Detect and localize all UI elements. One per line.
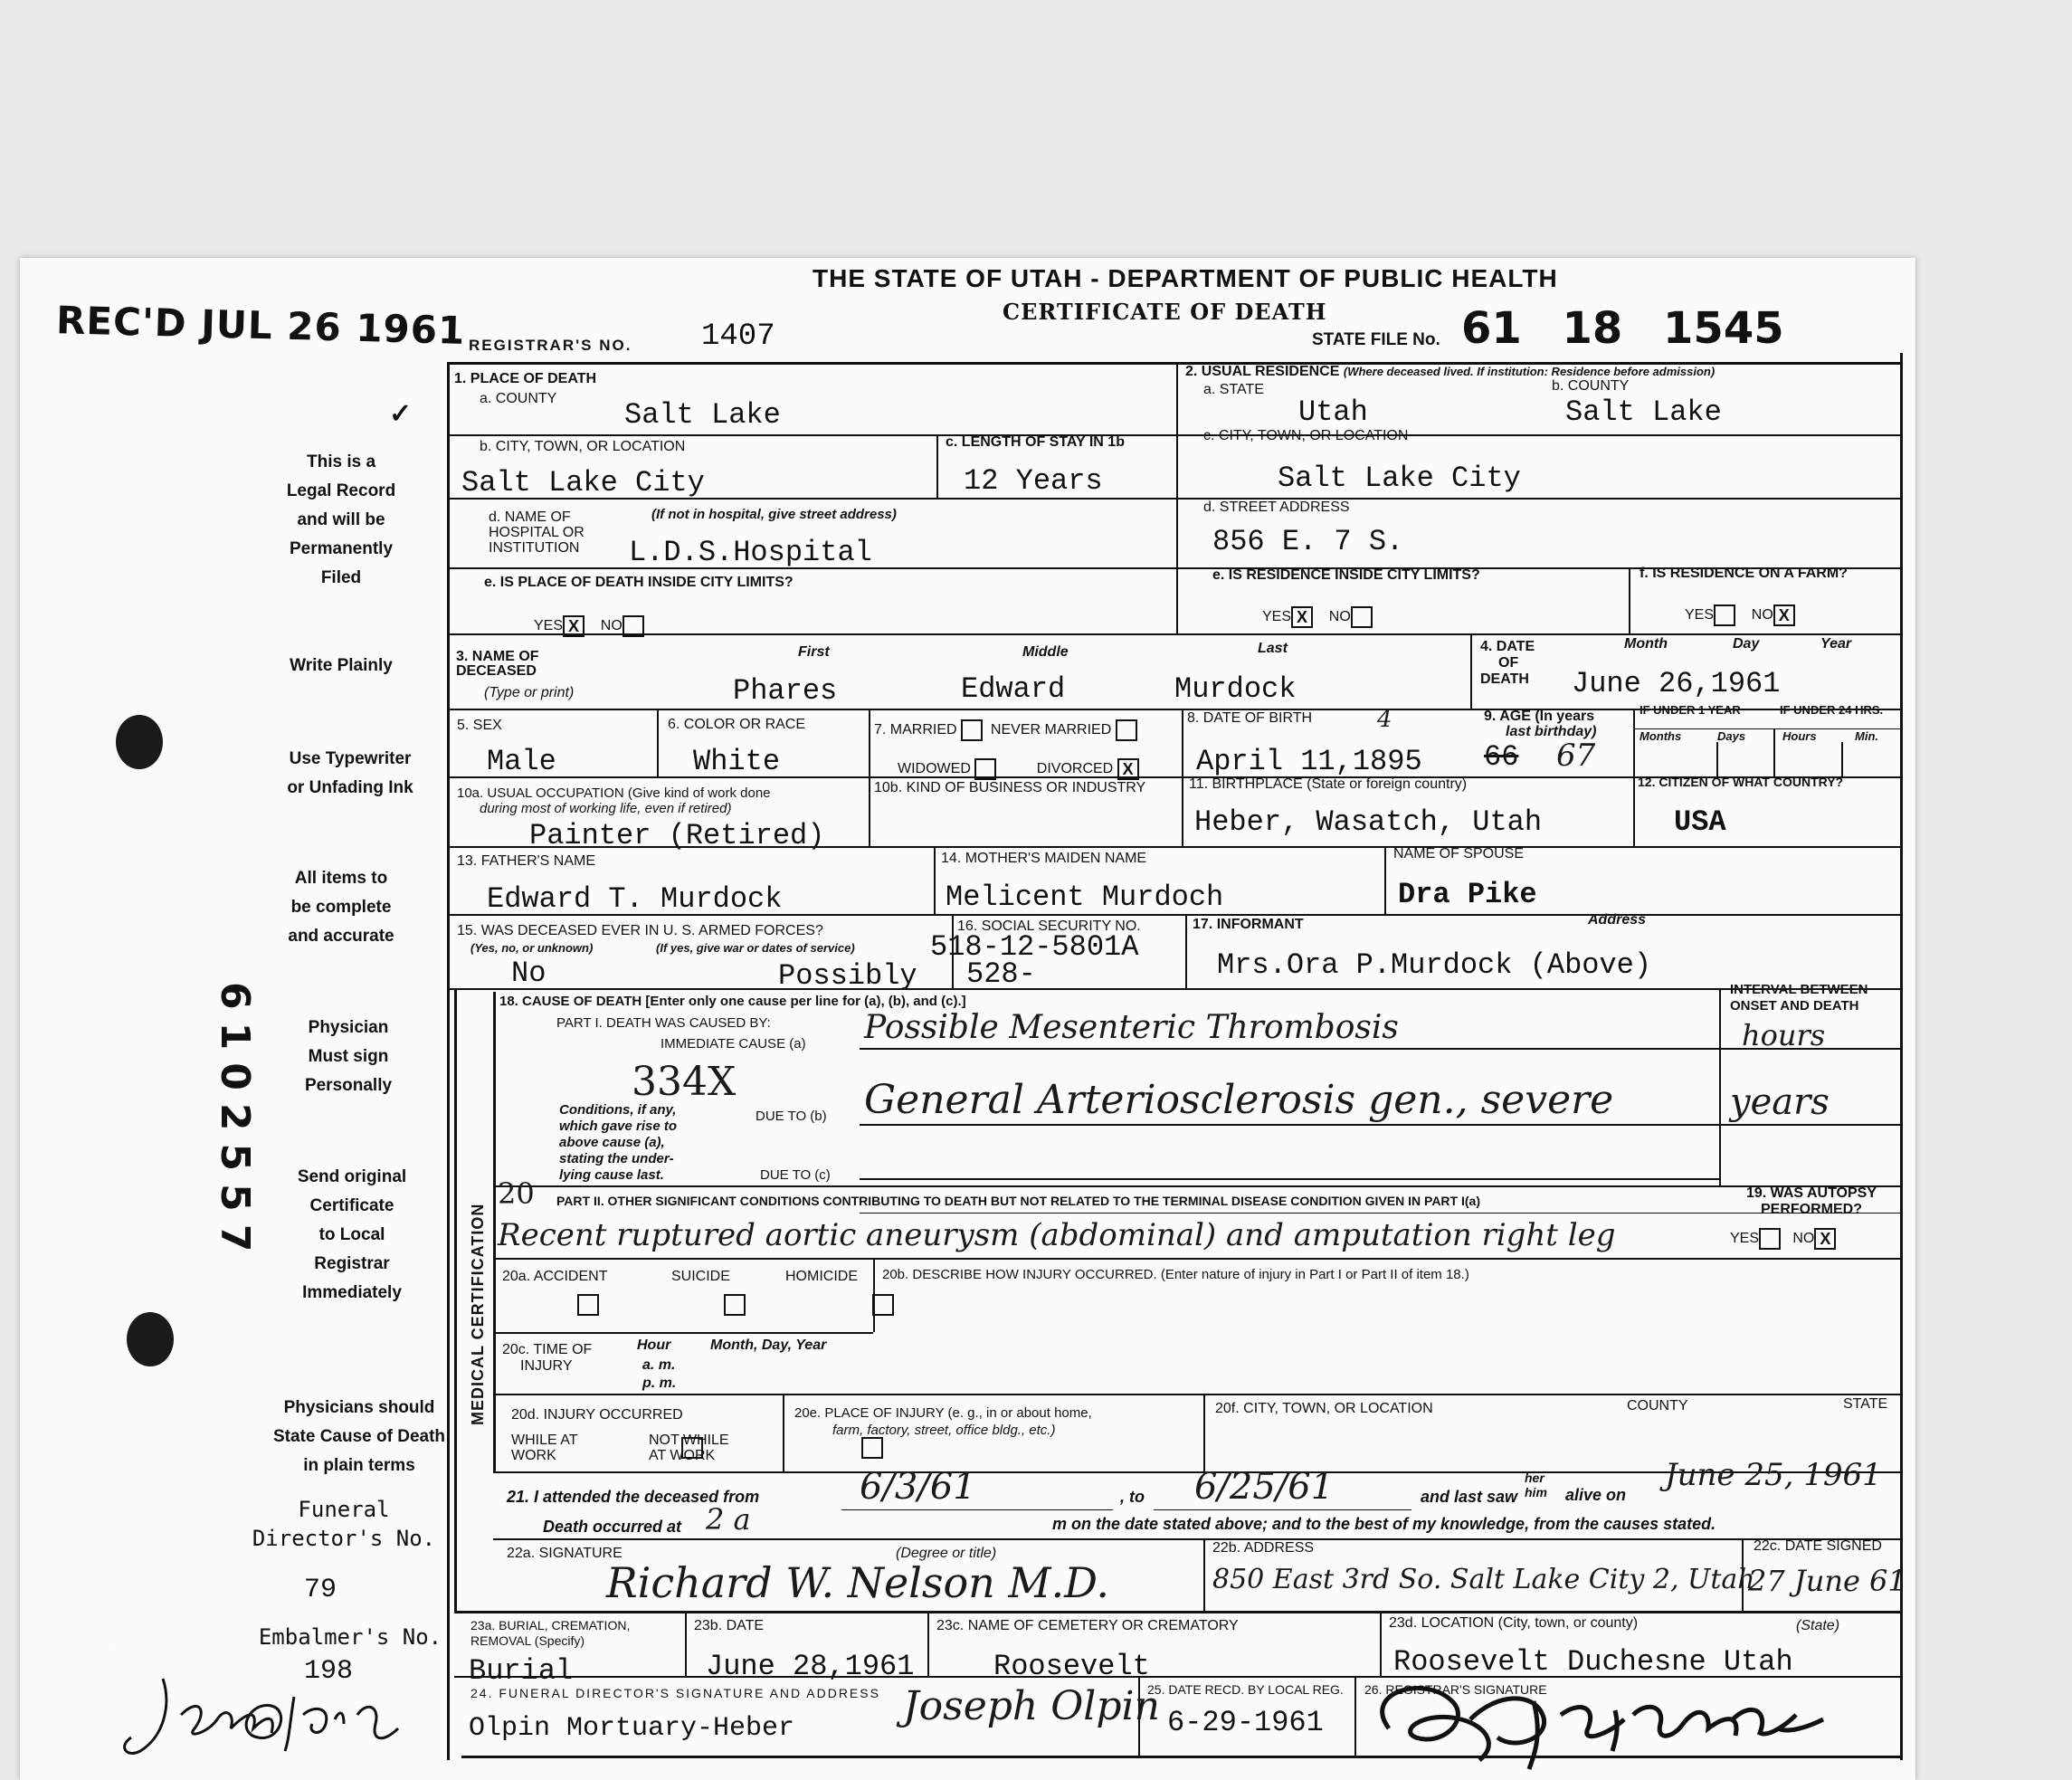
mother-label: 14. MOTHER'S MAIDEN NAME <box>941 851 1147 866</box>
injury-occurred-label: 20d. INJURY OCCURRED <box>511 1407 683 1423</box>
rule <box>783 1394 784 1471</box>
occupation-value: Painter (Retired) <box>529 819 825 852</box>
check-mark: ✓ <box>389 399 413 429</box>
date-of-death-label: 4. DATE OF DEATH <box>1480 639 1535 687</box>
mdy-label: Month, Day, Year <box>710 1337 827 1353</box>
death-occurred-label: Death occurred at <box>543 1518 682 1536</box>
rule <box>1182 709 1183 846</box>
informant-address-label: Address <box>1588 912 1647 928</box>
injury-describe-label: 20b. DESCRIBE HOW INJURY OCCURRED. (Enter nature of injury in Part I or Part II of item 18.) <box>882 1267 1469 1282</box>
date-of-death-value: June 26,1961 <box>1572 667 1781 700</box>
armed-forces-value: No <box>511 957 547 990</box>
under-1-year-label: IF UNDER 1 YEAR <box>1640 703 1741 717</box>
death-inside-yes-checkbox[interactable]: X <box>563 615 585 637</box>
part2-value: Recent ruptured aortic aneurysm (abdominal) and amputation right leg <box>498 1217 1616 1253</box>
homicide-label: HOMICIDE <box>785 1269 858 1284</box>
due-to-b-label: DUE TO (b) <box>756 1109 827 1124</box>
never-married-checkbox[interactable] <box>1116 719 1137 741</box>
rule <box>936 434 938 498</box>
type-or-print-label: (Type or print) <box>484 685 575 700</box>
father-label: 13. FATHER'S NAME <box>457 853 596 869</box>
rule <box>493 1394 1903 1395</box>
registrar-label: REGISTRAR'S NO. <box>469 337 632 354</box>
residence-city-value: Salt Lake City <box>1278 462 1521 495</box>
rule <box>1203 1394 1205 1471</box>
rule <box>860 1124 1719 1126</box>
farm-options: YES NO X <box>1685 604 1795 626</box>
rule <box>450 988 1903 990</box>
rule <box>493 1332 873 1334</box>
conditions-label: Conditions, if any, which gave rise to above cause (a), stating the under- lying cause last. <box>559 1102 678 1183</box>
length-of-stay-value: 12 Years <box>964 464 1103 498</box>
length-of-stay-label: c. LENGTH OF STAY IN 1b <box>946 434 1125 450</box>
autopsy-label: 19. WAS AUTOPSY PERFORMED? <box>1745 1185 1877 1217</box>
rule <box>454 1611 1903 1613</box>
rule <box>1719 988 1721 1185</box>
hospital-note: (If not in hospital, give street address) <box>651 507 897 522</box>
registrar-signature-label: 26. REGISTRAR'S SIGNATURE <box>1364 1682 1547 1697</box>
time-of-injury-label: 20c. TIME OF INJURY <box>502 1342 593 1374</box>
date-signed-label: 22c. DATE SIGNED <box>1754 1538 1882 1554</box>
not-while-at-work-checkbox[interactable] <box>861 1437 883 1459</box>
rule <box>841 1509 1113 1510</box>
ssn-value-2: 528- <box>966 957 1036 991</box>
death-city-value: Salt Lake City <box>461 466 705 500</box>
death-inside-no-checkbox[interactable] <box>623 615 644 637</box>
residence-city-label: c. CITY, TOWN, OR LOCATION <box>1203 428 1409 443</box>
interval-a-value: hours <box>1742 1018 1826 1052</box>
sex-label: 5. SEX <box>457 718 502 733</box>
burial-value: Burial <box>469 1654 574 1688</box>
due-to-c-label: DUE TO (c) <box>760 1167 831 1183</box>
her-him-label: her him <box>1525 1471 1547 1499</box>
armed-forces-label: 15. WAS DECEASED EVER IN U. S. ARMED FORCES? <box>457 923 823 938</box>
rule <box>450 633 1903 635</box>
interval-label: INTERVAL BETWEEN ONSET AND DEATH <box>1730 982 1868 1014</box>
alive-on-label: alive on <box>1565 1486 1627 1504</box>
father-value: Edward T. Murdock <box>487 882 783 916</box>
burial-label: 23a. BURIAL, CREMATION, REMOVAL (Specify) <box>470 1618 631 1648</box>
age-corrected: 67 <box>1556 738 1596 774</box>
citizen-label: 12. CITIZEN OF WHAT COUNTRY? <box>1638 775 1844 789</box>
physician-signature-label: 22a. SIGNATURE <box>507 1546 623 1561</box>
hospital-label: d. NAME OF HOSPITAL OR INSTITUTION <box>489 509 585 556</box>
rule <box>869 709 870 846</box>
residence-county-label: b. COUNTY <box>1552 378 1630 394</box>
deceased-first-name: Phares <box>733 674 838 708</box>
embalmer-number: 198 <box>304 1656 354 1687</box>
marital-options: 7. MARRIED NEVER MARRIED <box>874 719 1137 741</box>
rule <box>493 1185 1903 1187</box>
cause-of-death-label: 18. CAUSE OF DEATH [Enter only one cause per line for (a), (b), and (c).] <box>499 994 966 1009</box>
accident-label: 20a. ACCIDENT <box>502 1269 608 1284</box>
hospital-value: L.D.S.Hospital <box>629 536 872 569</box>
state-file-label: STATE FILE No. <box>1312 330 1440 349</box>
am-label: a. m. <box>642 1357 676 1373</box>
registrar-number: 1407 <box>701 319 775 354</box>
spouse-label: NAME OF SPOUSE <box>1393 846 1525 861</box>
part1-label: PART I. DEATH WAS CAUSED BY: <box>556 1015 771 1031</box>
margin-funeral-signature <box>109 1646 416 1778</box>
legal-note: This is a Legal Record and will be Permanently Filed <box>286 452 396 587</box>
farm-label: f. IS RESIDENCE ON A FARM? <box>1640 566 1848 581</box>
rule <box>1384 846 1386 914</box>
received-stamp: REC'D JUL 26 1961 <box>55 298 466 353</box>
rule <box>657 709 659 776</box>
year-label: Year <box>1820 636 1852 652</box>
date-of-birth-label: 8. DATE OF BIRTH <box>1187 710 1313 726</box>
physicians-state-note: Physicians should State Cause of Death in plain terms <box>272 1398 446 1475</box>
death-inside-city-options: YES X NO <box>534 615 644 637</box>
date-of-birth-correction: 4 <box>1377 706 1392 733</box>
month-label: Month <box>1624 636 1668 652</box>
rule <box>1719 1124 1903 1126</box>
birthplace-label: 11. BIRTHPLACE (State or foreign country) <box>1189 776 1468 792</box>
funeral-director-signature: Joseph Olpin <box>903 1683 1160 1729</box>
rule <box>1629 567 1630 633</box>
place-of-death-label: 1. PLACE OF DEATH <box>454 371 597 386</box>
married-checkbox[interactable] <box>961 719 983 741</box>
medical-certification-label: MEDICAL CERTIFICATION <box>469 1203 487 1425</box>
part2-label: PART II. OTHER SIGNIFICANT CONDITIONS CONTRIBUTING TO DEATH BUT NOT RELATED TO THE TERMINAL DISEASE CONDITION GIVEN IN PART I(a) <box>556 1194 1480 1208</box>
date-signed-value: 27 June 61 <box>1748 1564 1906 1598</box>
attended-from-value: 6/3/61 <box>860 1466 976 1508</box>
immediate-cause-value: Possible Mesenteric Thrombosis <box>864 1009 1399 1046</box>
date-received-label: 25. DATE RECD. BY LOCAL REG. <box>1147 1682 1344 1697</box>
informant-value: Mrs.Ora P.Murdock (Above) <box>1217 948 1652 982</box>
physician-signature: Richard W. Nelson M.D. <box>606 1558 1110 1607</box>
min-label: Min. <box>1855 729 1878 743</box>
race-label: 6. COLOR OR RACE <box>668 717 806 732</box>
injury-county-label: COUNTY <box>1627 1398 1688 1414</box>
street-address-value: 856 E. 7 S. <box>1212 525 1404 558</box>
attended-to-value: 6/25/61 <box>1194 1466 1335 1508</box>
residence-inside-yes-checkbox[interactable]: X <box>1291 606 1313 628</box>
autopsy-yes-checkbox[interactable] <box>1759 1228 1781 1250</box>
death-county-value: Salt Lake <box>624 398 781 432</box>
suicide-label: SUICIDE <box>671 1269 730 1284</box>
rule <box>934 846 936 914</box>
svg-text:Joseph Olpin: Joseph Olpin <box>109 1646 119 1648</box>
spouse-value: Dra Pike <box>1398 878 1537 911</box>
registrar-signature <box>1353 1665 1859 1774</box>
to-label: , to <box>1120 1488 1145 1506</box>
rule <box>685 1611 687 1676</box>
burial-state-label: (State) <box>1796 1618 1840 1633</box>
death-city-label: b. CITY, TOWN, OR LOCATION <box>480 439 686 454</box>
place-of-injury-label: 20e. PLACE OF INJURY (e. g., in or about home, farm, factory, street, office bldg., etc.) <box>794 1405 1092 1438</box>
residence-state-label: a. STATE <box>1203 382 1264 397</box>
rule <box>1841 742 1843 778</box>
rule <box>447 362 450 1760</box>
funeral-director-number: 79 <box>304 1575 337 1605</box>
physician-address-value: 850 East 3rd So. Salt Lake City 2, Utah <box>1212 1564 1755 1595</box>
rule <box>927 1611 929 1676</box>
cause-code-2: 20 <box>498 1176 535 1211</box>
funeral-director-value: Olpin Mortuary-Heber <box>469 1713 795 1744</box>
document-title: THE STATE OF UTAH - DEPARTMENT OF PUBLIC HEALTH <box>813 264 1558 292</box>
rule <box>493 1538 1903 1540</box>
cemetery-label: 23c. NAME OF CEMETERY OR CREMATORY <box>936 1618 1239 1633</box>
injury-city-label: 20f. CITY, TOWN, OR LOCATION <box>1215 1401 1433 1416</box>
burial-location-label: 23d. LOCATION (City, town, or county) <box>1389 1615 1639 1631</box>
hour-label: Hour <box>637 1337 671 1353</box>
divorced-checkbox[interactable]: X <box>1117 758 1139 780</box>
armed-forces-service-value: Possibly <box>778 959 917 993</box>
death-time-value: 2 a <box>706 1502 751 1537</box>
date-of-birth-value: April 11,1895 <box>1196 745 1422 778</box>
state-file-number: 61 18 1545 <box>1461 303 1784 354</box>
injury-state-label: STATE <box>1843 1396 1888 1412</box>
punch-hole <box>116 715 163 769</box>
write-plainly-note: Write Plainly <box>290 656 393 675</box>
middle-label: Middle <box>1022 644 1069 660</box>
last-label: Last <box>1258 641 1288 656</box>
burial-date-value: June 28,1961 <box>706 1650 915 1683</box>
cause-code: 334X <box>632 1059 737 1105</box>
rule <box>1716 742 1718 778</box>
accident-checkbox[interactable] <box>577 1294 599 1316</box>
informant-label: 17. INFORMANT <box>1193 917 1304 932</box>
suicide-checkbox[interactable] <box>724 1294 746 1316</box>
armed-forces-service-label: (If yes, give war or dates of service) <box>656 941 855 955</box>
residence-inside-city-label: e. IS RESIDENCE INSIDE CITY LIMITS? <box>1212 567 1480 583</box>
rule <box>1203 1538 1205 1611</box>
rule <box>1900 353 1903 1760</box>
interval-b-value: years <box>1730 1081 1830 1123</box>
embalmer-label: Embalmer's No. <box>258 1624 442 1650</box>
race-value: White <box>693 745 781 778</box>
county-label: a. COUNTY <box>480 391 557 406</box>
occupation-label: 10a. USUAL OCCUPATION (Give kind of work done during most of working life, even if retired) <box>457 785 771 816</box>
rule <box>1773 728 1775 778</box>
residence-inside-no-checkbox[interactable] <box>1351 606 1373 628</box>
ssn-value: 518-12-5801A <box>930 930 1139 964</box>
not-while-at-work-label: NOT WHILE AT WORK <box>649 1433 729 1463</box>
birthplace-value: Heber, Wasatch, Utah <box>1194 805 1543 839</box>
armed-forces-yes-no-label: (Yes, no, or unknown) <box>470 941 594 955</box>
deceased-middle-name: Edward <box>961 672 1066 706</box>
days-label: Days <box>1717 729 1746 743</box>
rule <box>1185 914 1187 988</box>
send-original-note: Send original Certificate to Local Registrar Immediately <box>297 1167 407 1302</box>
rule <box>1470 633 1472 709</box>
burial-date-label: 23b. DATE <box>694 1618 765 1633</box>
residence-state-value: Utah <box>1298 395 1368 429</box>
homicide-checkbox[interactable] <box>872 1294 894 1316</box>
pm-label: p. m. <box>642 1375 677 1391</box>
cemetery-value: Roosevelt <box>993 1650 1150 1683</box>
hours-label: Hours <box>1782 729 1817 743</box>
rule <box>1154 1509 1411 1510</box>
while-at-work-label: WHILE AT WORK <box>511 1433 578 1463</box>
autopsy-options: YES NO X <box>1730 1228 1836 1250</box>
farm-yes-checkbox[interactable] <box>1714 604 1735 626</box>
citizen-value: USA <box>1674 805 1726 839</box>
typewriter-note: Use Typewriter or Unfading Ink <box>287 749 413 797</box>
residence-county-value: Salt Lake <box>1565 395 1722 429</box>
deceased-name-label: 3. NAME OF DECEASED <box>456 649 539 679</box>
rule <box>454 988 457 1613</box>
last-saw-label: and last saw <box>1421 1488 1518 1506</box>
funeral-director-label: Funeral Director's No. <box>252 1497 436 1551</box>
mother-value: Melicent Murdoch <box>946 880 1224 914</box>
cause-b-value: General Arteriosclerosis gen., severe <box>864 1077 1614 1123</box>
autopsy-no-checkbox[interactable]: X <box>1814 1228 1836 1250</box>
street-address-label: d. STREET ADDRESS <box>1203 500 1350 515</box>
business-label: 10b. KIND OF BUSINESS OR INDUSTRY <box>874 780 1146 795</box>
death-occurred-statement: m on the date stated above; and to the best of my knowledge, from the causes stated. <box>1052 1515 1716 1533</box>
vertical-control-number: 6102557 <box>212 982 258 1265</box>
physician-note: Physician Must sign Personally <box>304 1018 393 1095</box>
months-label: Months <box>1640 729 1682 743</box>
usual-residence-label: 2. USUAL RESIDENCE (Where deceased lived. If institution: Residence before admission) <box>1185 364 1716 379</box>
day-label: Day <box>1733 636 1760 652</box>
alive-on-value: June 25, 1961 <box>1665 1457 1882 1493</box>
date-received-value: 6-29-1961 <box>1167 1706 1324 1739</box>
rule <box>860 1178 1719 1180</box>
burial-location-value: Roosevelt Duchesne Utah <box>1393 1645 1793 1679</box>
widowed-checkbox[interactable] <box>974 758 996 780</box>
rule <box>493 992 496 1471</box>
first-label: First <box>798 644 830 660</box>
age-typed: 66 <box>1484 740 1519 774</box>
residence-inside-options: YES X NO <box>1262 606 1373 628</box>
farm-no-checkbox[interactable]: X <box>1773 604 1795 626</box>
rule <box>493 1258 1903 1260</box>
deceased-last-name: Murdock <box>1174 672 1297 706</box>
complete-note: All items to be complete and accurate <box>288 869 394 946</box>
rule <box>860 1048 1719 1050</box>
sex-value: Male <box>487 745 556 778</box>
degree-label: (Degree or title) <box>896 1546 997 1561</box>
marital-options-2: WIDOWED DIVORCED X <box>898 758 1139 780</box>
attended-label: 21. I attended the deceased from <box>507 1488 760 1506</box>
funeral-director-signature-label: 24. FUNERAL DIRECTOR'S SIGNATURE AND ADDRESS <box>470 1686 880 1700</box>
age-label: 9. AGE (In years last birthday) <box>1484 709 1597 739</box>
immediate-cause-label: IMMEDIATE CAUSE (a) <box>661 1036 806 1052</box>
under-24-hrs-label: IF UNDER 24 HRS. <box>1780 703 1884 717</box>
death-inside-city-label: e. IS PLACE OF DEATH INSIDE CITY LIMITS? <box>484 575 794 590</box>
physician-address-label: 22b. ADDRESS <box>1212 1540 1315 1556</box>
ssn-label: 16. SOCIAL SECURITY NO. <box>957 919 1141 934</box>
rule <box>1176 362 1178 633</box>
punch-hole <box>127 1312 174 1366</box>
certificate-subtitle: CERTIFICATE OF DEATH <box>1003 299 1327 325</box>
